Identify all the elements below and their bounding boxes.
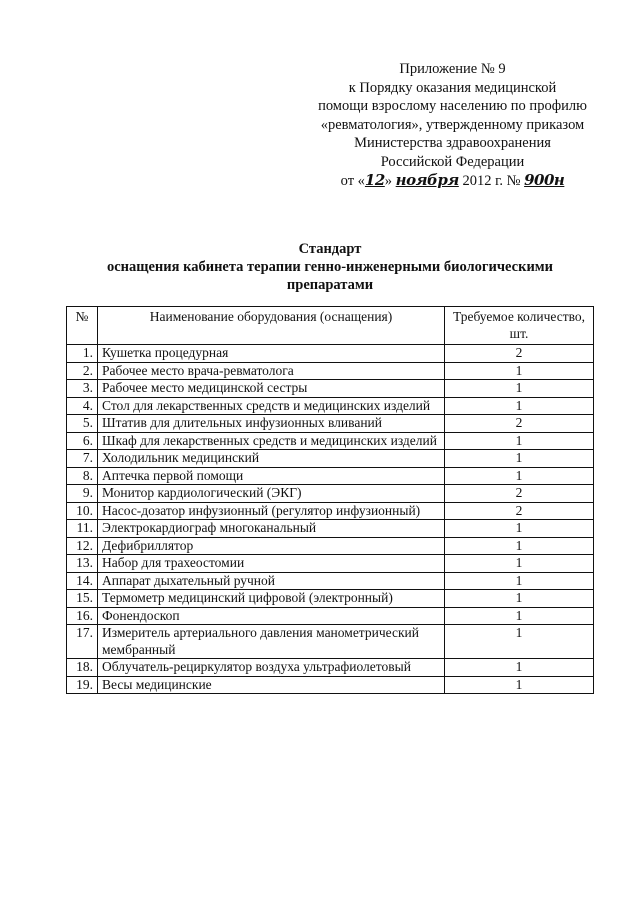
table-row bbox=[67, 555, 594, 573]
table-row bbox=[67, 659, 594, 677]
row-quantity: 1 bbox=[445, 520, 594, 538]
table-row bbox=[67, 485, 594, 503]
table-row bbox=[67, 432, 594, 450]
appendix-date-line bbox=[300, 171, 605, 191]
row-quantity: 1 bbox=[445, 432, 594, 450]
row-quantity: 2 bbox=[445, 415, 594, 433]
header-num: № bbox=[67, 307, 98, 345]
row-equipment-name: Шкаф для лекарственных средств и медицинских изделий bbox=[98, 432, 445, 450]
appendix-line: помощи взрослому населению по профилю bbox=[318, 98, 587, 114]
appendix-title: Приложение № 9 bbox=[399, 61, 506, 77]
row-equipment-name: Холодильник медицинский bbox=[98, 450, 445, 468]
row-equipment-name: Стол для лекарственных средств и медицинских изделий bbox=[98, 397, 445, 415]
row-equipment-name: Насос-дозатор инфузионный (регулятор инфузионный) bbox=[98, 502, 445, 520]
row-number: 16. bbox=[67, 607, 98, 625]
row-number: 9. bbox=[67, 485, 98, 503]
table-row bbox=[67, 607, 594, 625]
row-number: 19. bbox=[67, 676, 98, 694]
document-title bbox=[70, 240, 590, 294]
table-row bbox=[67, 380, 594, 398]
row-number: 11. bbox=[67, 520, 98, 538]
row-equipment-name: Термометр медицинский цифровой (электронный) bbox=[98, 590, 445, 608]
table-row bbox=[67, 520, 594, 538]
date-mid: » bbox=[384, 173, 393, 189]
row-quantity: 1 bbox=[445, 625, 594, 659]
table-row bbox=[67, 590, 594, 608]
appendix-header bbox=[300, 60, 605, 191]
table-row bbox=[67, 502, 594, 520]
table-row bbox=[67, 676, 594, 694]
table-row bbox=[67, 450, 594, 468]
row-number: 15. bbox=[67, 590, 98, 608]
row-quantity: 1 bbox=[445, 607, 594, 625]
row-equipment-name: Аппарат дыхательный ручной bbox=[98, 572, 445, 590]
row-equipment-name: Кушетка процедурная bbox=[98, 345, 445, 363]
row-equipment-name: Весы медицинские bbox=[98, 676, 445, 694]
row-quantity: 1 bbox=[445, 572, 594, 590]
row-quantity: 1 bbox=[445, 555, 594, 573]
table-row bbox=[67, 467, 594, 485]
row-number: 7. bbox=[67, 450, 98, 468]
row-quantity: 2 bbox=[445, 502, 594, 520]
table-row bbox=[67, 397, 594, 415]
appendix-line: к Порядку оказания медицинской bbox=[348, 79, 557, 96]
row-equipment-name: Аптечка первой помощи bbox=[98, 467, 445, 485]
table-body bbox=[67, 345, 594, 694]
row-quantity: 1 bbox=[445, 467, 594, 485]
row-quantity: 1 bbox=[445, 659, 594, 677]
table-header-row bbox=[67, 307, 594, 345]
row-number: 5. bbox=[67, 415, 98, 433]
row-equipment-name: Электрокардиограф многоканальный bbox=[98, 520, 445, 538]
row-equipment-name: Облучатель-рециркулятор воздуха ультрафиолетовый bbox=[98, 659, 445, 677]
row-quantity: 1 bbox=[445, 362, 594, 380]
row-number: 8. bbox=[67, 467, 98, 485]
row-equipment-name: Набор для трахеостомии bbox=[98, 555, 445, 573]
appendix-line: Российской Федерации bbox=[380, 153, 525, 170]
row-number: 18. bbox=[67, 659, 98, 677]
row-number: 3. bbox=[67, 380, 98, 398]
row-quantity: 1 bbox=[445, 450, 594, 468]
handwritten-month: ноября bbox=[395, 171, 459, 189]
row-quantity: 1 bbox=[445, 397, 594, 415]
title-line: Стандарт bbox=[298, 241, 362, 257]
row-number: 14. bbox=[67, 572, 98, 590]
row-quantity: 1 bbox=[445, 537, 594, 555]
title-line: препаратами bbox=[286, 277, 374, 293]
row-number: 12. bbox=[67, 537, 98, 555]
appendix-line: Министерства здравоохранения bbox=[354, 135, 551, 151]
handwritten-day: 12 bbox=[364, 171, 385, 189]
table-row bbox=[67, 625, 594, 659]
row-quantity: 2 bbox=[445, 345, 594, 363]
row-equipment-name: Штатив для длительных инфузионных вливаний bbox=[98, 415, 445, 433]
table-row bbox=[67, 345, 594, 363]
row-number: 13. bbox=[67, 555, 98, 573]
row-quantity: 1 bbox=[445, 590, 594, 608]
row-number: 1. bbox=[67, 345, 98, 363]
row-number: 10. bbox=[67, 502, 98, 520]
table-row bbox=[67, 415, 594, 433]
row-equipment-name: Фонендоскоп bbox=[98, 607, 445, 625]
row-equipment-name: Рабочее место врача-ревматолога bbox=[98, 362, 445, 380]
table-row bbox=[67, 537, 594, 555]
row-equipment-name: Дефибриллятор bbox=[98, 537, 445, 555]
table-row bbox=[67, 572, 594, 590]
header-qty: Требуемое количество, шт. bbox=[445, 307, 594, 345]
header-name: Наименование оборудования (оснащения) bbox=[98, 307, 445, 345]
row-equipment-name: Рабочее место медицинской сестры bbox=[98, 380, 445, 398]
date-prefix: от « bbox=[340, 173, 365, 189]
row-number: 2. bbox=[67, 362, 98, 380]
row-equipment-name: Измеритель артериального давления манометрический мембранный bbox=[98, 625, 445, 659]
equipment-table bbox=[66, 306, 594, 694]
row-quantity: 1 bbox=[445, 380, 594, 398]
row-number: 4. bbox=[67, 397, 98, 415]
date-year: 2012 г. № bbox=[462, 173, 521, 189]
row-quantity: 2 bbox=[445, 485, 594, 503]
handwritten-order-number: 900н bbox=[524, 171, 565, 189]
title-line: оснащения кабинета терапии генно-инженерными биологическими bbox=[106, 259, 554, 275]
row-equipment-name: Монитор кардиологический (ЭКГ) bbox=[98, 485, 445, 503]
row-number: 17. bbox=[67, 625, 98, 659]
row-quantity: 1 bbox=[445, 676, 594, 694]
row-number: 6. bbox=[67, 432, 98, 450]
table-row bbox=[67, 362, 594, 380]
appendix-line: «ревматология», утвержденному приказом bbox=[320, 116, 585, 133]
